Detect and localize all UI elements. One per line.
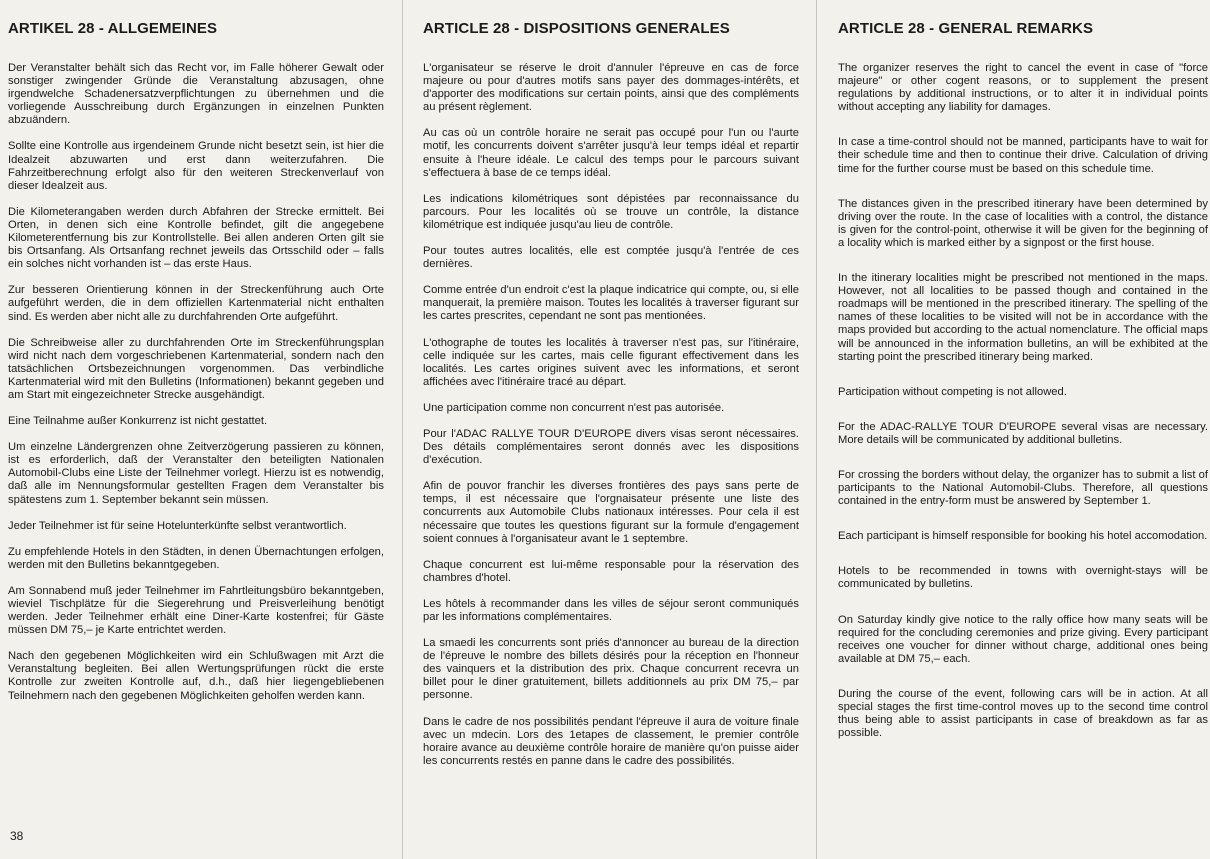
paragraph: Zu empfehlende Hotels in den Städten, in denen Übernachtungen erfolgen, werden mit den Bulletins bekanntgegeben. <box>8 545 384 571</box>
paragraph: Dans le cadre de nos possibilités pendant l'épreuve il aura de voiture finale avec un mdecin. Lors des 1etapes de classement, le premier contrôle horaire avance au deuxième contrôle horaire de manière qu'on puisse aider les concurrents restés en panne dans le cadre des possibilités. <box>423 715 799 767</box>
column-english <box>838 20 1208 762</box>
paragraph: Pour l'ADAC RALLYE TOUR D'EUROPE divers visas seront nécessaires. Des détails complémentaires seront donnés avec les dispositions d'exécution. <box>423 427 799 467</box>
paragraph: For crossing the borders without delay, the organizer has to submit a list of participants to the National Automobil-Clubs. Therefore, all questions contained in the entry-form must be answered by September 1. <box>838 468 1208 508</box>
paragraph: On Saturday kindly give notice to the rally office how many seats will be required for the concluding ceremonies and prize giving. Every participant receives one voucher for dinner without charge, additional ones being available at DM 75,– each. <box>838 613 1208 665</box>
paragraph: In case a time-control should not be manned, participants have to wait for their schedule time and then to continue their drive. Calculation of driving time for the further course must be based on this schedule time. <box>838 136 1208 175</box>
paragraph: La smaedi les concurrents sont priés d'annoncer au bureau de la direction de l'épreuve le nombre des billets désirés pour la réception en l'honneur des vainquers et la distribution des prix. Chaque concurrent recevra un billet pour le diner gratuitement, billets additionnels au prix DM 75,– par personne. <box>423 637 799 702</box>
paragraph: Une participation comme non concurrent n'est pas autorisée. <box>423 401 725 414</box>
paragraph: Les hôtels à recommander dans les villes de séjour seront communiqués par les informations complémentaires. <box>423 597 799 623</box>
paragraph: Participation without competing is not allowed. <box>838 385 1067 398</box>
paragraph: For the ADAC-RALLYE TOUR D'EUROPE several visas are necessary. More details will be communicated by additional bulletins. <box>838 420 1208 446</box>
column-heading: ARTIKEL 28 - ALLGEMEINES <box>8 20 218 37</box>
paragraph: Der Veranstalter behält sich das Recht vor, im Falle höherer Gewalt oder sonstiger zwingender Gründe die Veranstaltung abzusagen, ohne irgendwelche Schadenersatzverpflichtungen zu übernehmen und die vorliegende Ausschreibung durch Ergänzungen in einzelnen Punkten abzuändern. <box>8 62 384 127</box>
paragraph: Chaque concurrent est lui-même responsable pour la réservation des chambres d'hotel. <box>423 558 799 584</box>
paragraph: Eine Teilnahme außer Konkurrenz ist nicht gestattet. <box>8 415 268 428</box>
paragraph: Afin de pouvor franchir les diverses frontières des pays sans perte de temps, il est nécessaire que l'orgnaisateur présente une liste des concurrents aux Automobile Clubs nationaux intéresses. Pour cela il est nécessaire que toutes les questions figurant sur la formule d'engagement soient connues à l'organisateur avant le 1 septembre. <box>423 480 799 545</box>
column-french <box>423 20 799 781</box>
column-heading: ARTICLE 28 - DISPOSITIONS GENERALES <box>423 20 730 37</box>
column-divider <box>816 0 817 859</box>
paragraph: Nach den gegebenen Möglichkeiten wird ein Schlußwagen mit Arzt die Veranstaltung begleiten. Bei allen Wertungsprüfungen rückt die erste Kontrolle zur zweiten Kontrolle auf, d.h., daß hier liegengebliebenen Teilnehmern nach den gegebenen Möglichkeiten geholfen werden kann. <box>8 650 384 702</box>
column-heading: ARTICLE 28 - GENERAL REMARKS <box>838 20 1094 37</box>
paragraph: Hotels to be recommended in towns with overnight-stays will be communicated by bulletins. <box>838 565 1208 591</box>
paragraph: Jeder Teilnehmer ist für seine Hotelunterkünfte selbst verantwortlich. <box>8 519 347 532</box>
paragraph: Sollte eine Kontrolle aus irgendeinem Grunde nicht besetzt sein, ist hier die Idealzeit abzuwarten und erst dann weiterzufahren. Die Fahrzeitberechnung erfolgt also für den weiteren Streckenverlauf von dieser Idealzeit aus. <box>8 140 384 192</box>
column-german <box>8 20 384 716</box>
column-divider <box>402 0 403 859</box>
paragraph: Die Kilometerangaben werden durch Abfahren der Strecke ermittelt. Bei Orten, in denen sich eine Kontrolle befindet, gilt die angegebene Kilometerentfernung bis zur Kontrollstelle. Bei allen anderen Orten gilt sie bis Ortsanfang. Als Ortsanfang rechnet jeweils das Ortsschild oder – falls ein solches nicht vorhanden ist – das erste Haus. <box>8 205 384 271</box>
paragraph: Am Sonnabend muß jeder Teilnehmer im Fahrtleitungsbüro bekanntgeben, wieviel Tischplätze für die Siegerehrung und Preisverleihung benötigt werden. Jeder Teilnehmer erhält eine Diner-Karte kostenfrei; für Gäste müssen DM 75,– je Karte entrichtet werden. <box>8 584 384 637</box>
paragraph: Comme entrée d'un endroit c'est la plaque indicatrice qui compte, ou, si elle manquerait, la première maison. Toutes les localités à traverser figurant sur les cartes prescrites, cependant ne sont pas mentionées. <box>423 284 799 323</box>
paragraph: Zur besseren Orientierung können in der Streckenführung auch Orte aufgeführt werden, die in dem offiziellen Kartenmaterial nicht enthalten sind. Es werden aber nicht alle zu durchfahrenden Orte aufgeführt. <box>8 284 384 323</box>
paragraph: L'othographe de toutes les localités à traverser n'est pas, sur l'itinéraire, celle indiquée sur les cartes, mais celle figurant effectivement dans les localités. Les cartes origines suivent avec les informations, et seront affichées avec l'itinéraire tracé au départ. <box>423 336 799 388</box>
paragraph: Au cas où un contrôle horaire ne serait pas occupé pour l'un ou l'aurte motif, les concurrents doivent s'arrêter jusqu'à leur temps idéal et repartir ensuite à l'heure idéale. Le calcul des temps pour le parcours suivant s'effectuera à base de ce temps idéal. <box>423 127 799 179</box>
paragraph: Each participant is himself responsible for booking his hotel accomodation. <box>838 530 1208 543</box>
paragraph: Les indications kilométriques sont dépistées par reconnaissance du parcours. Pour les localités où se trouve un contrôle, la distance kilométrique est indiquée jusqu'au lieu de contrôle. <box>423 192 799 231</box>
paragraph: Die Schreibweise aller zu durchfahrenden Orte im Streckenführungsplan wird nicht nach dem vorgeschriebenen Kartenmaterial, sondern nach den tatsächlichen Ortsbezeichnungen vorgenommen. Das verbindliche Kartenmaterial wird mit den Bulletins (Informationen) bekannt gegeben und am Start mit eingezeichneter Strecke ausgehändigt. <box>8 336 384 401</box>
paragraph: In the itinerary localities might be prescribed not mentioned in the maps. However, not all localities to be passed though and contained in the roadmaps will be mentioned in the prescribed itinerary. The spelling of the names of these localities to be visited will not be in accordance with the maps provided but according to the actual nomenclature. The official maps will be announced in the information bulletins, an will be exhibited at the starting point the prescribed itinerary being marked. <box>838 272 1208 363</box>
paragraph: Pour toutes autres localités, elle est comptée jusqu'à l'entrée de ces dernières. <box>423 245 799 271</box>
paragraph: Um einzelne Ländergrenzen ohne Zeitverzögerung passieren zu können, ist es erforderlich, daß der Veranstalter den beteiligten Nationalen Automobil-Clubs eine Liste der Teilnehmer vorlegt. Hierzu ist es notwendig, daß alle im Nennungsformular gestellten Fragen dem Veranstalter bis spätestens zum 1. September bekannt sein müssen. <box>8 441 384 506</box>
paragraph: During the course of the event, following cars will be in action. At all special stages the first time-control moves up to the second time control thus being able to assist participants in case of breakdown as far as possible. <box>838 687 1208 740</box>
paragraph: The distances given in the prescribed itinerary have been determined by driving over the route. In the case of localities with a control, the distance is given for the control-point, otherwise it will be given for the beginning of a locality which is marked either by a signpost or the first house. <box>838 197 1208 249</box>
paragraph: L'organisateur se réserve le droit d'annuler l'épreuve en cas de force majeure ou pour d'autres motifs sans payer des dommages-intérêts, et d'apporter des modifications sur certain points, ainsi que des compléments au présent règlement. <box>423 62 799 114</box>
page-number: 38 <box>10 829 24 843</box>
paragraph: The organizer reserves the right to cancel the event in case of "force majeure" or other cogent reasons, or to supplement the present regulations by additional instructions, or to alter it in individual points without accepting any liability for damages. <box>838 62 1208 114</box>
